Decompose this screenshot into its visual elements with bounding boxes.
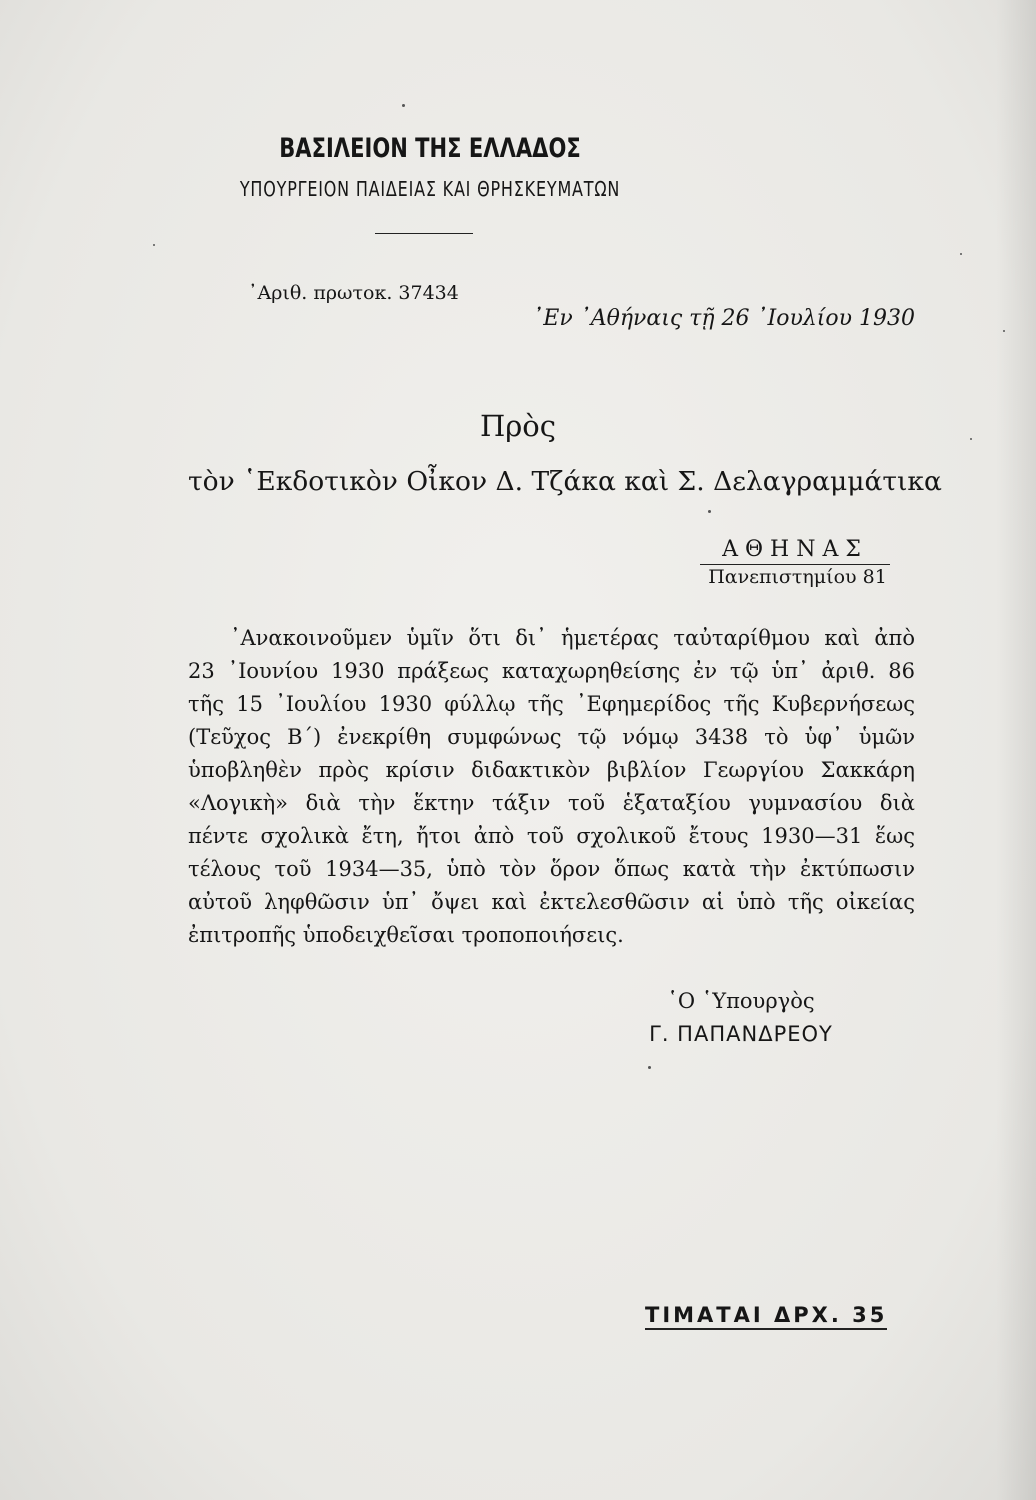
letter-date: ᾿Εν ᾿Αθήναις τῇ 26 ᾿Ιουλίου 1930 (532, 306, 915, 331)
body-line: τέλους τοῦ 1934—35, ὑπὸ τὸν ὅρον ὅπως κατὰ τὴν ἐκτύπωσιν (188, 857, 915, 881)
price-label: ΤΙΜΑΤΑΙ ΔΡΧ. 35 (645, 1303, 887, 1330)
body-line: τῆς 15 ᾿Ιουλίου 1930 φύλλῳ τῆς ᾿Εφημερίδος τῆς Κυβερνήσεως (188, 692, 915, 716)
signature-block (610, 985, 872, 1051)
ministry-heading: ΥΠΟΥΡΓΕΙΟΝ ΠΑΙΔΕΙΑΣ ΚΑΙ ΘΡΗΣΚΕΥΜΑΤΩΝ (239, 177, 621, 201)
signatory-role: ῾Ο ῾Υπουργὸς (667, 989, 815, 1013)
body-line: αὐτοῦ ληφθῶσιν ὑπ᾿ ὄψει καὶ ἐκτελεσθῶσιν αἱ ὑπὸ τῆς οἰκείας (188, 890, 915, 914)
addressee-to: Πρὸς (479, 409, 557, 443)
body-line: «Λογικὴ» διὰ τὴν ἕκτην τάξιν τοῦ ἑξαταξίου γυμνασίου διὰ (188, 791, 915, 815)
page-edge-shadow (996, 0, 1036, 1500)
addressee-street: Πανεπιστημίου 81 (708, 566, 887, 588)
header-divider (375, 233, 473, 234)
print-speck (402, 104, 405, 107)
letter-body (188, 622, 915, 952)
body-line: (Τεῦχος Β΄) ἐνεκρίθη συμφώνως τῷ νόμῳ 3438 τὸ ὑφ᾿ ὑμῶν (188, 725, 915, 749)
addressee-recipient: τὸν ῾Εκδοτικὸν Οἶκον Δ. Τζάκα καὶ Σ. Δελαγραμμάτικα (188, 466, 942, 497)
body-line: ᾿Ανακοινοῦμεν ὑμῖν ὅτι δι᾿ ἡμετέρας ταὐταρίθμου καὶ ἀπὸ (230, 626, 915, 650)
signatory-name: Γ. ΠΑΠΑΝΔΡΕΟΥ (649, 1022, 833, 1046)
kingdom-heading: ΒΑΣΙΛΕΙΟΝ ΤΗΣ ΕΛΛΑΔΟΣ (279, 133, 581, 164)
print-speck (1003, 330, 1005, 332)
body-line: πέντε σχολικὰ ἔτη, ἤτοι ἀπὸ τοῦ σχολικοῦ ἔτους 1930—31 ἕως (188, 824, 915, 848)
print-speck (648, 1066, 651, 1069)
body-line: 23 ᾿Ιουνίου 1930 πράξεως καταχωρηθείσης ἐν τῷ ὑπ᾿ ἀριθ. 86 (188, 659, 915, 683)
body-line: ἐπιτροπῆς ὑποδειχθεῖσαι τροποποιήσεις. (188, 923, 624, 947)
print-speck (153, 244, 155, 246)
print-speck (970, 438, 972, 440)
addressee-city: ΑΘΗΝΑΣ (700, 537, 890, 565)
body-line: ὑποβληθὲν πρὸς κρίσιν διδακτικὸν βιβλίον Γεωργίου Σακκάρη (188, 758, 915, 782)
print-speck (960, 253, 962, 255)
protocol-number: ᾿Αριθ. πρωτοκ. 37434 (248, 282, 459, 304)
print-speck (708, 510, 711, 513)
